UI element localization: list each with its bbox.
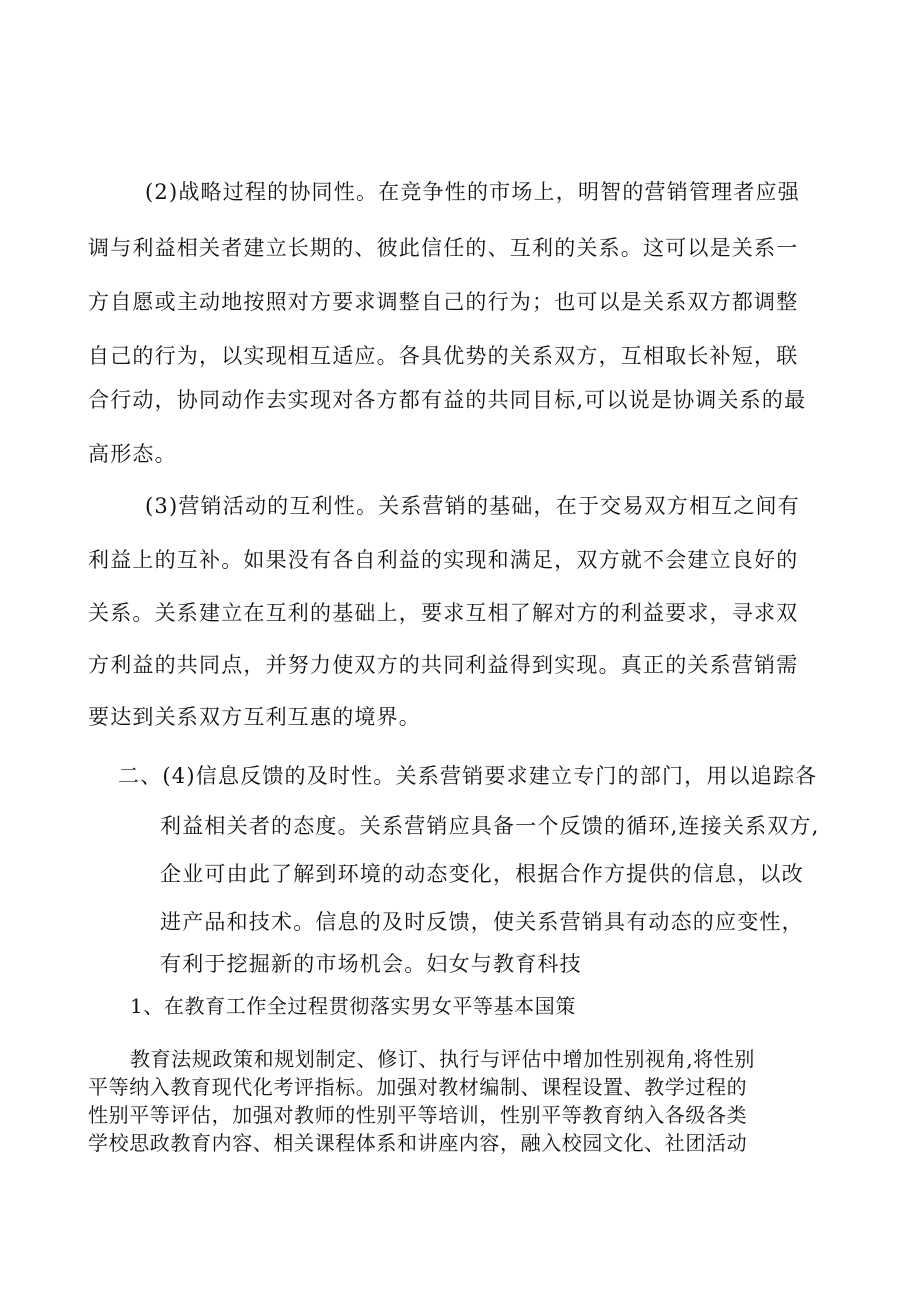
para2-line-1: (2)战略过程的协同性。在竞争性的市场上，明智的营销管理者应强 [145, 180, 800, 204]
para3-line-1: (3)营销活动的互利性。关系营销的基础，在于交易双方相互之间有 [145, 494, 800, 518]
para4-line-2: 利益相关者的态度。关系营销应具备一个反馈的循环,连接关系双方, [160, 814, 820, 838]
para4-line-1: 二、(4)信息反馈的及时性。关系营销要求建立专门的部门，用以追踪各 [118, 764, 818, 788]
para3-line-5: 要达到关系双方互利互惠的境界。 [88, 705, 421, 729]
para2-line-5: 合行动，协同动作去实现对各方都有益的共同目标,可以说是协调关系的最 [88, 388, 807, 412]
para5-line-4: 学校思政教育内容、相关课程体系和讲座内容，融入校园文化、社团活动 [88, 1131, 748, 1155]
para3-line-3: 关系。关系建立在互利的基础上，要求互相了解对方的利益要求，寻求双 [88, 601, 799, 625]
para3-line-2: 利益上的互补。如果没有各自利益的实现和满足，双方就不会建立良好的 [88, 548, 799, 572]
para4-line-3: 企业可由此了解到环境的动态变化，根据合作方提供的信息，以改 [160, 862, 804, 886]
section-heading: 1、在教育工作全过程贯彻落实男女平等基本国策 [130, 994, 576, 1018]
para2-line-2: 调与利益相关者建立长期的、彼此信任的、互利的关系。这可以是关系一 [88, 236, 799, 260]
para4-line-5: 有利于挖掘新的市场机会。妇女与教育科技 [160, 952, 582, 976]
para3-line-4: 方利益的共同点，并努力使双方的共同利益得到实现。真正的关系营销需 [88, 653, 799, 677]
para2-line-6: 高形态。 [88, 442, 177, 466]
para5-line-1: 教育法规政策和规划制定、修订、执行与评估中增加性别视角,将性别 [130, 1047, 755, 1071]
para2-line-3: 方自愿或主动地按照对方要求调整自己的行为；也可以是关系双方都调整 [88, 290, 799, 314]
para2-line-4: 自己的行为，以实现相互适应。各具优势的关系双方，互相取长补短，联 [88, 344, 799, 368]
para5-line-3: 性别平等评估，加强对教师的性别平等培训，性别平等教育纳入各级各类 [88, 1103, 748, 1127]
para4-line-4: 进产品和技术。信息的及时反馈，使关系营销具有动态的应变性， [160, 910, 804, 934]
para5-line-2: 平等纳入教育现代化考评指标。加强对教材编制、课程设置、教学过程的 [88, 1075, 748, 1099]
